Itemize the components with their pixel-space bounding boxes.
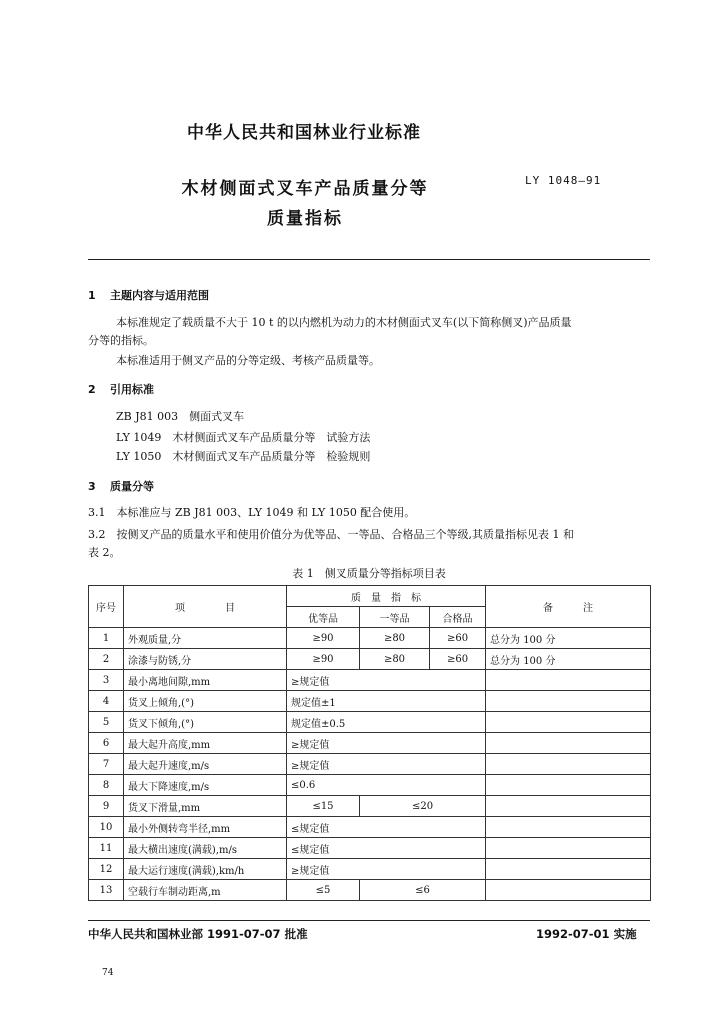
clause-3-2-line1: 3.2 按侧叉产品的质量水平和使用价值分为优等品、一等品、合格品三个等级,其质量指标见表 1 和 xyxy=(88,528,574,541)
row-number: 5 xyxy=(89,712,124,733)
row-item: 货叉下滑量,mm xyxy=(124,796,287,817)
row-item: 最小离地间隙,mm xyxy=(124,670,287,691)
section-1-heading xyxy=(88,287,209,303)
row-item: 最大横出速度(满载),m/s xyxy=(124,838,287,859)
row-value: ≤规定值 xyxy=(287,817,486,838)
row-value: 规定值±1 xyxy=(287,691,486,712)
row-item: 最小外侧转弯半径,mm xyxy=(124,817,287,838)
section-3-heading xyxy=(88,478,154,494)
row-grade-first: ≥80 xyxy=(360,649,430,670)
header-item: 项 目 xyxy=(124,586,287,628)
row-item: 空载行车制动距离,m xyxy=(124,880,287,901)
issue-approval: 中华人民共和国林业部 1991-07-07 批准 xyxy=(88,927,308,941)
header-quality-index: 质 量 指 标 xyxy=(287,586,486,607)
row-number: 12 xyxy=(89,859,124,880)
table-row xyxy=(89,754,651,775)
row-item: 涂漆与防锈,分 xyxy=(124,649,287,670)
row-number: 7 xyxy=(89,754,124,775)
row-number: 2 xyxy=(89,649,124,670)
reference-item: LY 1049 木材侧面式叉车产品质量分等 试验方法 xyxy=(116,431,371,444)
row-remark xyxy=(486,691,651,712)
table-row xyxy=(89,733,651,754)
reference-item: ZB J81 003 侧面式叉车 xyxy=(116,410,245,423)
section-1-para2: 本标准适用于侧叉产品的分等定级、考核产品质量等。 xyxy=(116,354,380,367)
row-value: ≤0.6 xyxy=(287,775,486,796)
section-2-heading xyxy=(88,381,154,397)
row-grade-qualified: ≥60 xyxy=(430,649,486,670)
row-item: 货叉上倾角,(°) xyxy=(124,691,287,712)
table-row xyxy=(89,628,651,649)
document-title: 木材侧面式叉车产品质量分等 xyxy=(181,179,429,199)
table-row xyxy=(89,670,651,691)
table-header-row xyxy=(89,586,651,607)
table-row xyxy=(89,775,651,796)
footer-divider xyxy=(88,920,650,921)
row-grade-first: ≥80 xyxy=(360,628,430,649)
table-row xyxy=(89,817,651,838)
row-grade-premium: ≥90 xyxy=(287,628,360,649)
row-value: ≥规定值 xyxy=(287,670,486,691)
row-remark xyxy=(486,859,651,880)
row-grade-qualified: ≥60 xyxy=(430,628,486,649)
header-remark: 备 注 xyxy=(486,586,651,628)
section-3-title: 质量分等 xyxy=(110,480,154,493)
section-2-title: 引用标准 xyxy=(110,383,154,396)
row-remark xyxy=(486,880,651,901)
row-value-premium: ≤15 xyxy=(287,796,360,817)
standard-title: 中华人民共和国林业行业标准 xyxy=(187,123,421,143)
row-remark xyxy=(486,733,651,754)
row-remark xyxy=(486,754,651,775)
row-number: 9 xyxy=(89,796,124,817)
row-item: 外观质量,分 xyxy=(124,628,287,649)
row-remark xyxy=(486,796,651,817)
row-remark xyxy=(486,775,651,796)
header-seq: 序号 xyxy=(89,586,124,628)
row-remark: 总分为 100 分 xyxy=(486,628,651,649)
row-value: ≥规定值 xyxy=(287,733,486,754)
row-item: 最大下降速度,m/s xyxy=(124,775,287,796)
row-item: 货叉下倾角,(°) xyxy=(124,712,287,733)
section-3-number: 3 xyxy=(88,480,96,493)
section-2-number: 2 xyxy=(88,383,96,396)
row-value: 规定值±0.5 xyxy=(287,712,486,733)
table-row xyxy=(89,691,651,712)
row-number: 1 xyxy=(89,628,124,649)
table-row xyxy=(89,838,651,859)
row-item: 最大起升速度,m/s xyxy=(124,754,287,775)
row-number: 4 xyxy=(89,691,124,712)
table-row xyxy=(89,880,651,901)
table-caption: 表 1 侧叉质量分等指标项目表 xyxy=(292,567,446,580)
table-row xyxy=(89,712,651,733)
clause-3-2-line2: 表 2。 xyxy=(88,546,121,559)
row-number: 8 xyxy=(89,775,124,796)
row-item: 最大运行速度(满载),km/h xyxy=(124,859,287,880)
standard-code: LY 1048—91 xyxy=(525,174,602,187)
row-value-other: ≤20 xyxy=(360,796,486,817)
row-value-premium: ≤5 xyxy=(287,880,360,901)
header-grade-first: 一等品 xyxy=(360,607,430,628)
effective-date: 1992-07-01 实施 xyxy=(536,927,637,941)
row-remark xyxy=(486,838,651,859)
clause-3-1: 3.1 本标准应与 ZB J81 003、LY 1049 和 LY 1050 配合使用。 xyxy=(88,506,416,519)
quality-grade-table xyxy=(88,585,651,901)
header-grade-qualified: 合格品 xyxy=(430,607,486,628)
table-row xyxy=(89,649,651,670)
row-value: ≤规定值 xyxy=(287,838,486,859)
table-row xyxy=(89,796,651,817)
page-number: 74 xyxy=(102,968,114,978)
row-remark xyxy=(486,712,651,733)
row-remark: 总分为 100 分 xyxy=(486,649,651,670)
row-grade-premium: ≥90 xyxy=(287,649,360,670)
row-number: 13 xyxy=(89,880,124,901)
section-1-para1-line2: 分等的指标。 xyxy=(88,334,154,347)
table-row xyxy=(89,859,651,880)
row-value-other: ≤6 xyxy=(360,880,486,901)
header-grade-premium: 优等品 xyxy=(287,607,360,628)
section-1-para1-line1: 本标准规定了载质量不大于 10 t 的以内燃机为动力的木材侧面式叉车(以下简称侧叉)产品质量 xyxy=(116,316,572,329)
row-value: ≥规定值 xyxy=(287,859,486,880)
reference-item: LY 1050 木材侧面式叉车产品质量分等 检验规则 xyxy=(116,450,371,463)
section-1-title: 主题内容与适用范围 xyxy=(110,289,209,302)
header-divider xyxy=(88,259,650,260)
row-value: ≥规定值 xyxy=(287,754,486,775)
section-1-number: 1 xyxy=(88,289,96,302)
document-subtitle: 质量指标 xyxy=(267,209,343,229)
row-number: 6 xyxy=(89,733,124,754)
row-item: 最大起升高度,mm xyxy=(124,733,287,754)
row-number: 3 xyxy=(89,670,124,691)
row-number: 11 xyxy=(89,838,124,859)
row-remark xyxy=(486,670,651,691)
row-number: 10 xyxy=(89,817,124,838)
row-remark xyxy=(486,817,651,838)
